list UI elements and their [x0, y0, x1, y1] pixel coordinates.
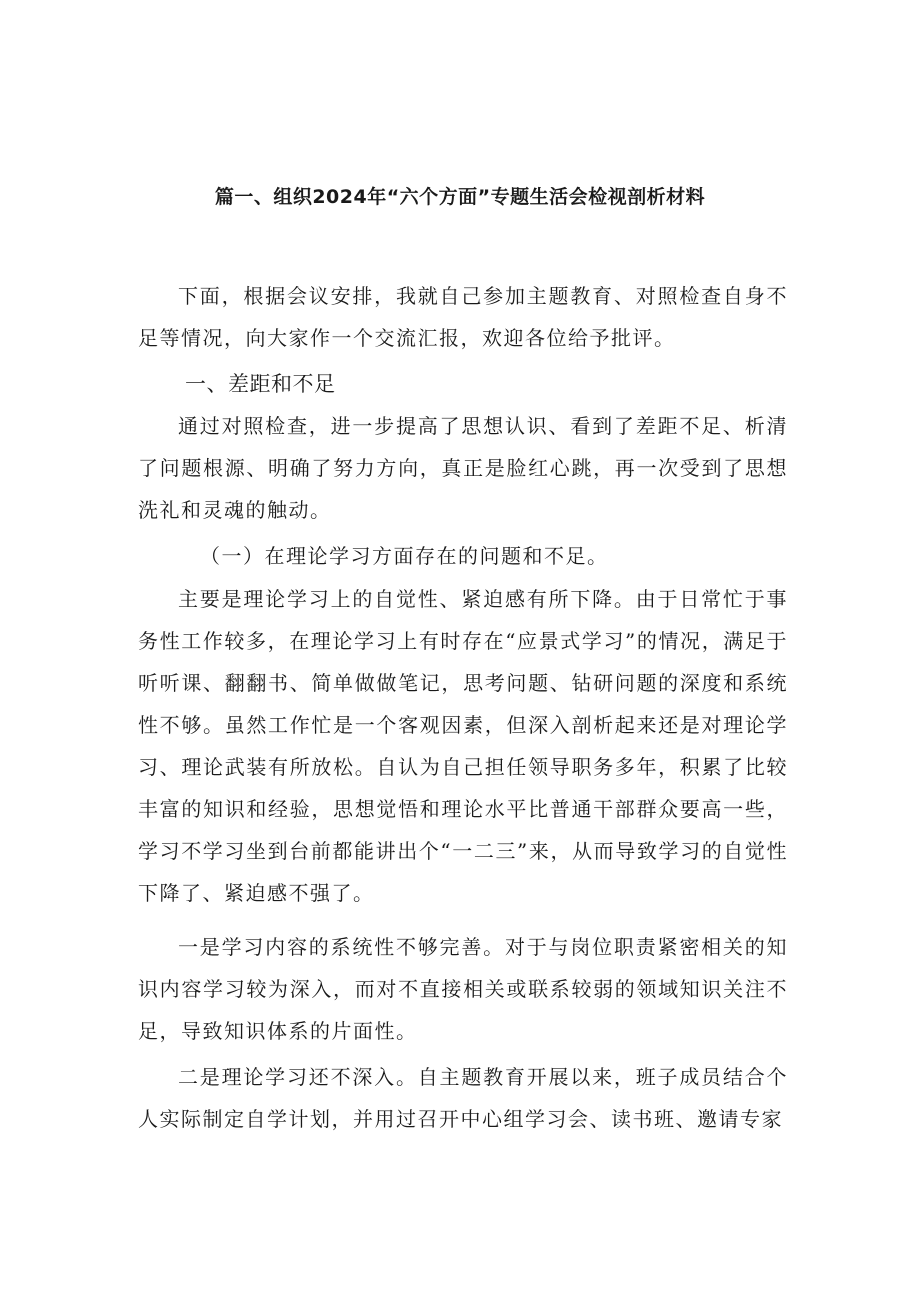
document-title: 篇一、组织2024年“六个方面”专题生活会检视剖析材料 [214, 186, 706, 208]
section-body-paragraph: 通过对照检查，进一步提高了思想认识、看到了差距不足、析清了问题根源、明确了努力方向，真正是脸红心跳，再一次受到了思想洗礼和灵魂的触动。 [138, 414, 788, 522]
point-one-paragraph: 一是学习内容的系统性不够完善。对于与岗位职责紧密相关的知识内容学习较为深入，而对不直接相关或联系较弱的领域知识关注不足，导致知识体系的片面性。 [138, 935, 788, 1043]
subsection-heading: （一）在理论学习方面存在的问题和不足。 [200, 544, 609, 568]
point-two-paragraph: 二是理论学习还不深入。自主题教育开展以来，班子成员结合个人实际制定自学计划，并用过召开中心组学习会、读书班、邀请专家 [138, 1065, 788, 1131]
section-heading: 一、差距和不足 [185, 372, 336, 396]
intro-paragraph: 下面，根据会议安排，我就自己参加主题教育、对照检查自身不足等情况，向大家作一个交流汇报，欢迎各位给予批评。 [138, 284, 788, 350]
subsection-body-paragraph: 主要是理论学习上的自觉性、紧迫感有所下降。由于日常忙于事务性工作较多，在理论学习上有时存在“应景式学习”的情况，满足于听听课、翻翻书、简单做做笔记，思考问题、钻研问题的深度和系统性不够。虽然工作忙是一个客观因素，但深入剖析起来还是对理论学习、理论武装有所放松。自认为自己担任领导职务多年，积累了比较丰富的知识和经验，思想觉悟和理论水平比普通干部群众要高一些，学习不学习坐到台前都能讲出个“一二三”来，从而导致学习的自觉性下降了、紧迫感不强了。 [138, 587, 788, 905]
